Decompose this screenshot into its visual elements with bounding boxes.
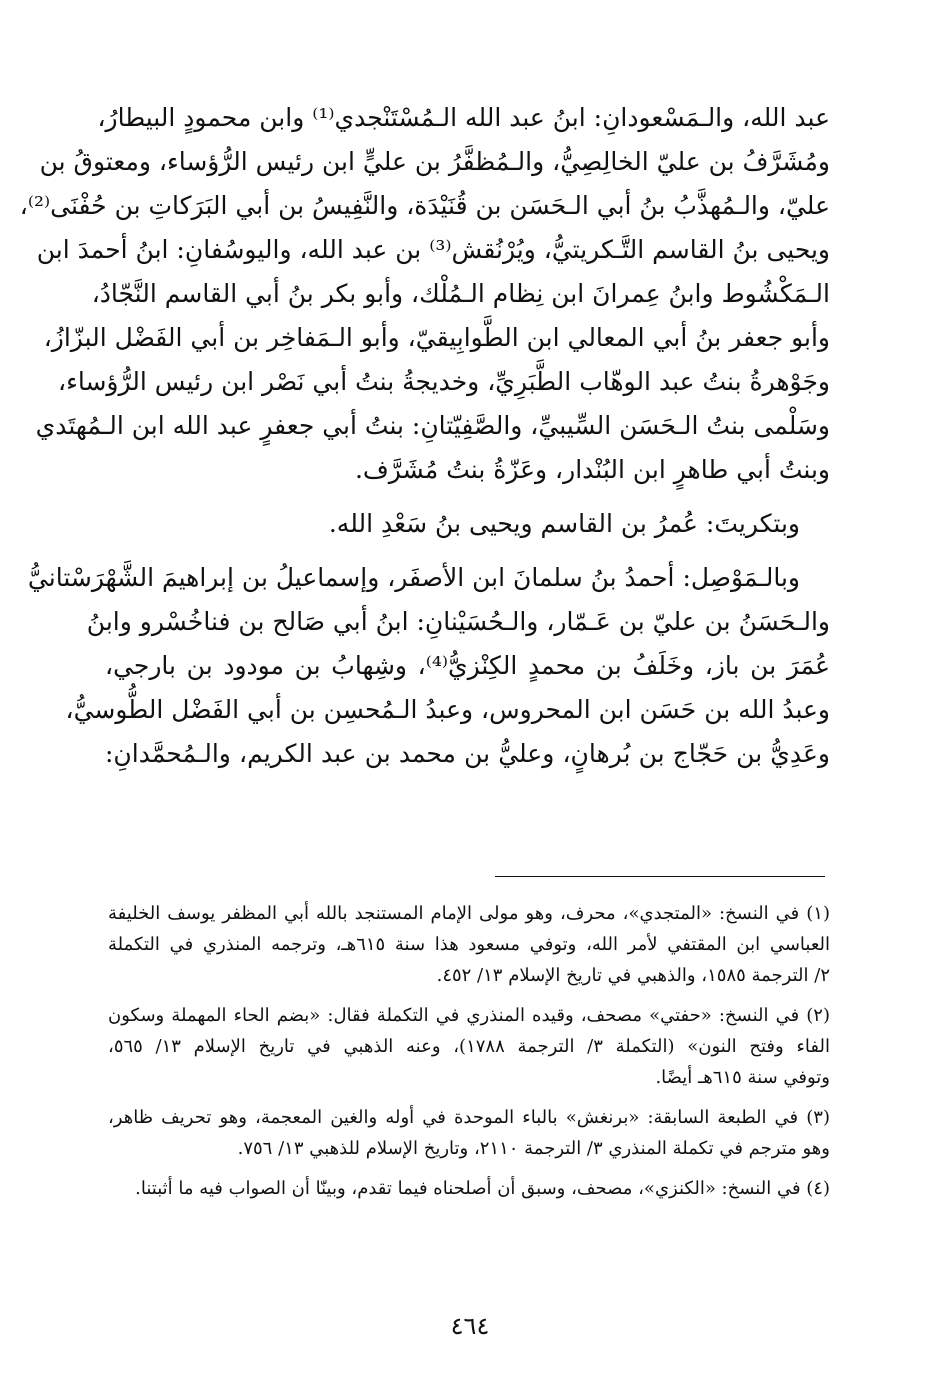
main-text — [19, 96, 830, 776]
text-line: وعبدُ الله بن حَسَن ابن المحروس، وعبدُ الـمُحسِن بن أبي الفَضْل الطُّوسيُّ، — [65, 695, 830, 724]
footnote-line: (٤) في النسخ: «الكنزي»، مصحف، وسبق أن أصلحناه فيما تقدم، وبينّا أن الصواب فيه ما أثبتنا. — [135, 1178, 830, 1199]
footnote-line: العباسي ابن المقتفي لأمر الله، وتوفي مسعود هذا سنة ٦١٥هـ، وترجمه المنذري في التكملة — [108, 934, 830, 955]
text-line: ويحيى بنُ القاسم التَّـكريتيُّ، ويُرْنُقش⁽³⁾ بن عبد الله، واليوسُفانِ: ابنُ أحمدَ ابن — [36, 235, 830, 264]
text-line: وبنتُ أبي طاهرٍ ابن البُنْدار، وعَزّةُ بنتُ مُشَرَّف. — [354, 455, 830, 484]
footnote-line: (١) في النسخ: «المتجدي»، محرف، وهو مولى الإمام المستنجد بالله أبي المظفر يوسف الخليفة — [108, 903, 830, 924]
footnote-line: وتوفي سنة ٦١٥هـ أيضًا. — [655, 1067, 830, 1088]
page-number: ٤٦٤ — [450, 1312, 490, 1340]
footnote-line: (٢) في النسخ: «حفتي» مصحف، وقيده المنذري في التكملة فقال: «بضم الحاء المهملة وسكون — [108, 1005, 830, 1026]
text-line: عليّ، والـمُهذَّبُ بنُ أبي الـحَسَن بن قُنَيْدَة، والنَّفِيسُ بن أبي البَرَكاتِ بن حُفْنَى⁽²⁾، — [19, 191, 830, 220]
footnote-line: ٢/ الترجمة ١٥٨٥، والذهبي في تاريخ الإسلام ١٣/ ٤٥٢. — [436, 965, 830, 986]
text-line: وسَلْمى بنتُ الـحَسَن السِّيبيِّ، والصَّفِيّتانِ: بنتُ أبي جعفرٍ عبد الله ابن الـمُهتَدي — [35, 411, 830, 440]
text-line: وبالـمَوْصِل: أحمدُ بنُ سلمانَ ابن الأصفَر، وإسماعيلُ بن إبراهيمَ الشَّهْرَسْتانيُّ — [27, 563, 800, 592]
text-line: وعَدِيُّ بن حَجّاج بن بُرهانٍ، وعليُّ بن محمد بن عبد الكريم، والـمُحمَّدانِ: — [105, 739, 830, 768]
footnote-line: الفاء وفتح النون» (التكملة ٣/ الترجمة ١٧٨٨)، وعنه الذهبي في تاريخ الإسلام ١٣/ ٥٦٥، — [108, 1036, 830, 1057]
text-line: الـمَكْشُوط وابنُ عِمرانَ ابن نِظام الـمُلْك، وأبو بكر بنُ أبي القاسم النَّجّادُ، — [91, 279, 830, 308]
text-line: وجَوْهرةُ بنتُ عبد الوهّاب الطَّبَرِيِّ، وخديجةُ بنتُ أبي نَصْر ابن رئيس الرُّؤساء، — [58, 367, 830, 396]
footnote-line: وهو مترجم في تكملة المنذري ٣/ الترجمة ٢١١٠، وتاريخ الإسلام للذهبي ١٣/ ٧٥٦. — [237, 1138, 830, 1159]
footnote-line: (٣) في الطبعة السابقة: «برنغش» بالباء الموحدة في أوله والغين المعجمة، وهو تحريف ظاهر، — [108, 1107, 830, 1128]
text-line: عبد الله، والـمَسْعودانِ: ابنُ عبد الله الـمُسْتَنْجدي⁽¹⁾ وابن محمودٍ البيطارُ، — [97, 103, 830, 132]
text-line: ومُشَرَّفُ بن عليّ الخالِصِيُّ، والـمُظفَّرُ بن عليٍّ ابن رئيس الرُّؤساء، ومعتوقُ بن — [39, 147, 830, 176]
footnotes — [108, 898, 830, 1204]
text-line: وأبو جعفر بنُ أبي المعالي ابن الطَّوابِيقيّ، وأبو الـمَفاخِر بن أبي الفَضْل البزّازُ، — [43, 323, 830, 352]
text-line: والـحَسَنُ بن عليّ بن عَـمّار، والـحُسَيْنانِ: ابنُ أبي صَالح بن فناخُسْرو وابنُ — [86, 607, 830, 636]
text-line: وبتكريتَ: عُمرُ بن القاسم ويحيى بنُ سَعْدِ الله. — [328, 509, 800, 538]
footnote-separator — [495, 876, 825, 877]
text-line: عُمَرَ بن باز، وخَلَفُ بن محمدٍ الكِنْزيُّ⁽⁴⁾، وشِهابُ بن مودود بن بارجي، — [105, 651, 830, 680]
